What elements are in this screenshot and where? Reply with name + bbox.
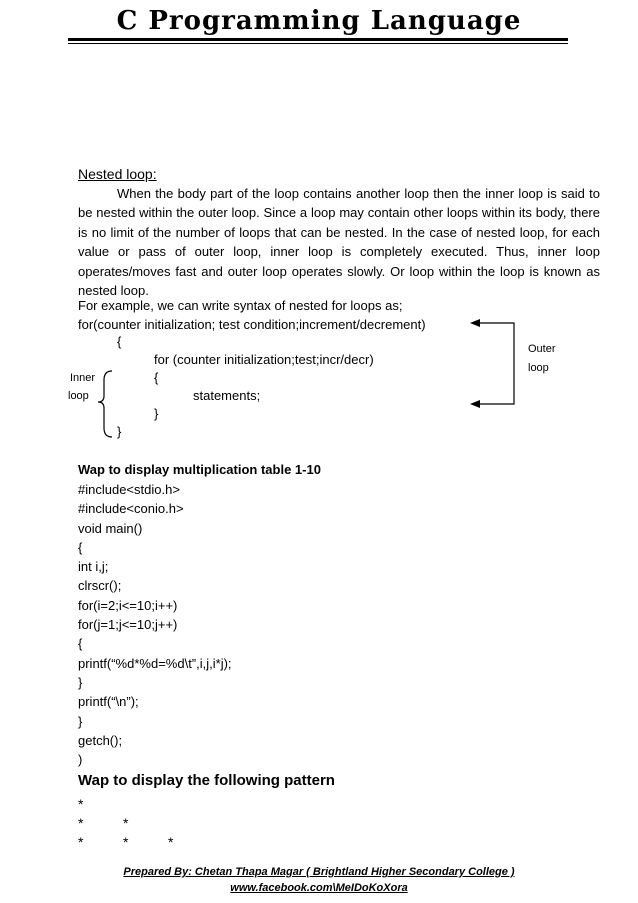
code-line: for(i=2;i<=10;i++) bbox=[78, 597, 178, 613]
code-line: for(j=1;j<=10;j++) bbox=[78, 617, 178, 633]
code-line: getch(); bbox=[78, 732, 123, 748]
code-line: #include<stdio.h> bbox=[78, 482, 180, 497]
example-intro: For example, we can write syntax of nested for loops as; bbox=[78, 298, 403, 313]
outer-loop-label-line2: loop bbox=[528, 362, 549, 374]
code-line: printf(“%d*%d=%d\t”,i,j,i*j); bbox=[78, 655, 232, 671]
footer-author: Prepared By: Chetan Thapa Magar ( Brightland Higher Secondary College ) bbox=[123, 866, 515, 878]
outer-arrow-head-top bbox=[470, 319, 480, 327]
syntax-outer-close-brace: } bbox=[117, 424, 122, 439]
star: * bbox=[123, 815, 129, 831]
pattern-row bbox=[78, 833, 213, 852]
code-line: void main() bbox=[78, 520, 143, 536]
code-line: { bbox=[78, 636, 83, 652]
syntax-outer-open-brace: { bbox=[117, 334, 122, 349]
section-heading-multiplication: Wap to display multiplication table 1-10 bbox=[78, 462, 321, 477]
footer-credit bbox=[0, 866, 638, 878]
syntax-outer-for: for(counter initialization; test condition;increment/decrement) bbox=[78, 317, 426, 332]
footer-link-wrap bbox=[0, 882, 638, 894]
star: * bbox=[168, 834, 174, 850]
code-line: { bbox=[78, 539, 83, 555]
multiplication-code bbox=[78, 480, 232, 769]
syntax-statements: statements; bbox=[193, 388, 261, 403]
code-line: printf(“\n”); bbox=[78, 694, 139, 710]
page-title: C Programming Language bbox=[116, 6, 522, 36]
outer-arrow-head-bottom bbox=[470, 400, 480, 408]
footer-link[interactable]: www.facebook.com\MeIDoKoXora bbox=[230, 882, 408, 894]
code-line: } bbox=[78, 713, 83, 729]
inner-loop-label-line2: loop bbox=[68, 390, 89, 402]
code-line: } bbox=[78, 674, 83, 690]
outer-loop-bracket bbox=[478, 323, 514, 404]
pattern-row bbox=[78, 814, 213, 833]
star-pattern bbox=[78, 795, 213, 852]
pattern-row bbox=[78, 795, 213, 814]
section-heading-pattern: Wap to display the following pattern bbox=[78, 772, 335, 789]
star: * bbox=[78, 834, 84, 850]
inner-loop-brace bbox=[98, 371, 112, 437]
star: * bbox=[78, 815, 84, 831]
section-heading-nested-loop: Nested loop: bbox=[78, 166, 157, 182]
code-line: #include<conio.h> bbox=[78, 501, 184, 517]
code-line: int i,j; bbox=[78, 559, 109, 575]
code-line: ) bbox=[78, 752, 83, 768]
syntax-inner-for: for (counter initialization;test;incr/decr) bbox=[154, 352, 374, 367]
star: * bbox=[123, 834, 129, 850]
star: * bbox=[78, 796, 84, 812]
syntax-inner-close-brace: } bbox=[154, 406, 159, 421]
inner-loop-label-line1: Inner bbox=[70, 372, 96, 384]
code-line: clrscr(); bbox=[78, 578, 122, 594]
paragraph-text: When the body part of the loop contains another loop then the inner loop is said to be nested within the outer loop. Since a loop may contain other loops within its body, there is no limit of the number of loops that can be nested. In the case of nested loop, for each value or pass of outer loop, inner loop is completely executed. Thus, inner loop operates/moves fast and outer loop operates slowly. Or loop within the loop is known as nested loop. bbox=[78, 186, 600, 299]
syntax-inner-open-brace: { bbox=[154, 370, 159, 385]
outer-loop-label-line1: Outer bbox=[528, 343, 556, 355]
